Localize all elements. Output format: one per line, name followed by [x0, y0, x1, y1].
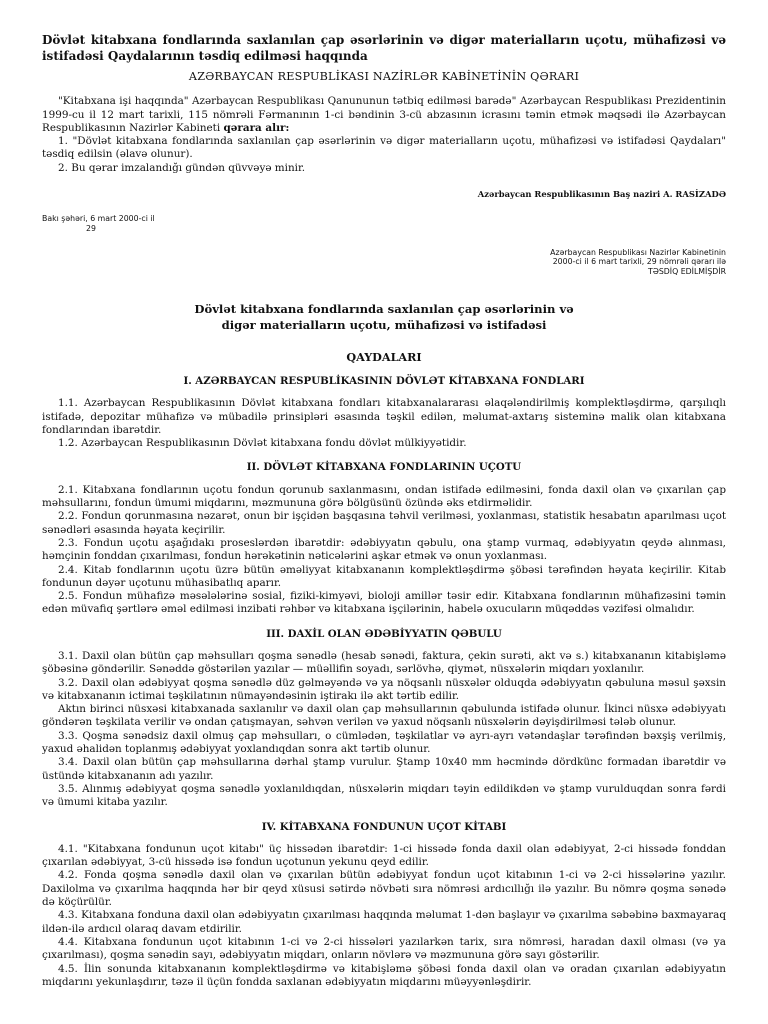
section-paragraph: Aktın birinci nüsxəsi kitabxanada saxlanılır və daxil olan çap məhsullarının qəbulunda istifadə olunur. İkinci nüsxə ədəbiyyatı göndərən təşkilata verilir və ondan çatışmayan, səhvən verilən və yaxud nöqsanlı nüsxələrin dəyişdirilməsi tələb olunur. — [42, 703, 726, 729]
approval-block — [42, 248, 726, 277]
section-paragraph: 3.3. Qoşma sənədsiz daxil olmuş çap məhsulları, o cümlədən, təşkilatlar və ayrı-ayrı vətəndaşlar tərəfindən bəxşiş verilmiş, yaxud əhalidən toplanmış ədəbiyyat yoxlandıqdan sonra akt tərtib olunur. — [42, 729, 726, 756]
approval-line: 2000-ci il 6 mart tarixli, 29 nömrəli qərarı ilə — [552, 257, 726, 267]
section-paragraph: 4.2. Fonda qoşma sənədlə daxil olan və çıxarılan bütün ədəbiyyat fondun uçot kitabının 1-ci və 2-ci hissələrinə yazılır. Daxilolma və çıxarılma haqqında hər bir qeyd xüsusi sətirdə növbəti sıra nömrəsi ardıcıllığı ilə yazılır. Bu nömrə qoşma sənədə də köçürülür. — [42, 869, 726, 909]
preamble-emphasis: qərara alır: — [223, 121, 290, 134]
document-title: Dövlət kitabxana fondlarında saxlanılan çap əsərlərinin və digər materialların uçotu, mühafizəsi və istifadəsi Qaydalarının təsdiq edilməsi haqqında — [42, 33, 726, 63]
section-paragraph: 4.4. Kitabxana fondunun uçot kitabının 1-ci və 2-ci hissələri yazılarkən tarix, sıra nömrəsi, haradan daxil olması (və ya çıxarılması), qoşma sənədin sayı, ədəbiyyatın miqdarı, onların növlərə və məzmununa görə sayı göstərilir. — [42, 935, 726, 962]
section-heading: IV. KİTABXANA FONDUNUN UÇOT KİTABI — [261, 820, 507, 833]
section-paragraph: 4.3. Kitabxana fonduna daxil olan ədəbiyyatın çıxarılması haqqında məlumat 1-dən başlayır və çıxarılma səbəbinə baxmayaraq ildən-ilə ardıcıl olaraq davam etdirilir. — [42, 909, 726, 935]
preamble — [42, 95, 726, 135]
section-paragraph: 4.1. "Kitabxana fondunun uçot kitabı" üç hissədən ibarətdir: 1-ci hissədə fonda daxil olan ədəbiyyat, 2-ci hissədə fonddan çıxarılan ədəbiyyat, 3-cü hissədə isə fondun uçotunun yekunu qeyd edilir. — [42, 842, 726, 869]
section-paragraph: 2.4. Kitab fondlarının uçotu üzrə bütün əməliyyat kitabxananın komplektləşdirmə şöbəsi tərəfindən həyata keçirilir. Kitab fondunun dəyər uçotunu mühasibatlıq aparır. — [42, 563, 726, 589]
decision-item: 1. "Dövlət kitabxana fondlarında saxlanılan çap əsərlərinin və digər materialların uçotu, mühafizəsi və istifadəsi Qaydaları" təsdiq edilsin (əlavə olunur). — [42, 135, 726, 161]
rules-heading: QAYDALARI — [346, 349, 422, 364]
preamble-text: "Kitabxana işi haqqında" Azərbaycan Respublikası Qanununun tətbiq edilməsi barədə" Azərbaycan Respublikası Prezidentinin 1999-cu il 12 mart tarixli, 115 nömrəli Fərmanının 1-ci bəndinin 3-cü abzasının icrasını təmin etmək məqsədi ilə Azərbaycan Respublikasının Nazirlər Kabineti — [42, 95, 726, 134]
section-heading: III. DAXİL OLAN ƏDƏBİYYATIN QƏBULU — [266, 627, 502, 640]
section-paragraph: 1.1. Azərbaycan Respublikasının Dövlət kitabxana fondları kitabxanalararası əlaqələndirilmiş komplektləşdirmə, qarşılıqlı istifadə, depozitar mühafizə və mübadilə prinsipləri əsasında təşkil edilən, məlumat-axtarış sisteminə malik olan kitabxana fondlarından ibarətdir. — [42, 397, 726, 436]
signature: Azərbaycan Respublikasının Baş naziri A. RASİZADƏ — [477, 189, 726, 200]
section-paragraph: 1.2. Azərbaycan Respublikasının Dövlət kitabxana fondu dövlət mülkiyyətidir. — [58, 437, 467, 450]
section-paragraph: 3.1. Daxil olan bütün çap məhsulları qoşma sənədlə (hesab sənədi, faktura, çekin surəti, akt və s.) kitabxananın kitabişləmə şöbəsinə göndərilir. Sənəddə göstərilən yazılar — müəllifin soyadı, sərlövhə, qiymət, nüsxələrin miqdarı yoxlanılır. — [42, 650, 726, 676]
rules-title — [42, 302, 726, 334]
rules-title-line: digər materialların uçotu, mühafizəsi və istifadəsi — [221, 317, 547, 332]
section-paragraph: 3.4. Daxil olan bütün çap məhsullarına dərhal ştamp vurulur. Ştamp 10x40 mm həcmində dördkünc formadan ibarətdir və üstündə kitabxananın adı yazılır. — [42, 756, 726, 782]
section-paragraph: 2.2. Fondun qorunmasına nəzarət, onun bir işçidən başqasına təhvil verilməsi, yoxlanması, statistik hesabatın aparılması uçot sənədləri əsasında həyata keçirilir. — [42, 510, 726, 536]
approval-line: TƏSDİQ EDİLMİŞDİR — [647, 267, 726, 277]
section-heading: I. AZƏRBAYCAN RESPUBLİKASININ DÖVLƏT KİTABXANA FONDLARI — [183, 374, 585, 387]
section-paragraph: 3.2. Daxil olan ədəbiyyat qoşma sənədlə düz gəlməyəndə və ya nöqsanlı nüsxələr olduqda ədəbiyyatın qəbuluna məsul şəxsin və kitabxananın ictimai təşkilatının nümayəndəsinin iştirakı ilə akt tərtib edilir. — [42, 676, 726, 702]
section-paragraph: 2.1. Kitabxana fondlarının uçotu fondun qorunub saxlanmasını, ondan istifadə edilməsini, fonda daxil olan və çıxarılan çap məhsullarını, fondun ümumi miqdarını, məzmununa görə bölgüsünü özündə əks etdirməlidir. — [42, 483, 726, 510]
decision-item: 2. Bu qərar imzalandığı gündən qüvvəyə minir. — [58, 161, 306, 174]
place-date: Bakı şəhəri, 6 mart 2000-ci il — [42, 214, 155, 224]
rules-title-line: Dövlət kitabxana fondlarında saxlanılan çap əsərlərinin və — [194, 302, 574, 317]
section-heading: II. DÖVLƏT KİTABXANA FONDLARININ UÇOTU — [246, 461, 522, 474]
section-paragraph: 2.3. Fondun uçotu aşağıdakı proseslərdən ibarətdir: ədəbiyyatın qəbulu, ona ştamp vurmaq, ədəbiyyatın qeydə alınması, həmçinin fonddan çıxarılması, fondun hərəkətinin nəticələrini aşkar etmək və onun yoxlanması. — [42, 536, 726, 563]
section-paragraph: 3.5. Alınmış ədəbiyyat qoşma sənədlə yoxlanıldıqdan, nüsxələrin miqdarı təyin edildikdən və ştamp vurulduqdan sonra fərdi və ümumi kitaba yazılır. — [42, 782, 726, 809]
document-number: 29 — [86, 223, 96, 233]
section-paragraph: 4.5. İlin sonunda kitabxananın komplektləşdirmə və kitabişləmə şöbəsi fonda daxil olan və oradan çıxarılan ədəbiyyatın miqdarını yekunlaşdırır, təzə il üçün fondda saxlanan ədəbiyyatın miqdarını müəyyənləşdirir. — [42, 962, 726, 988]
decree-title: AZƏRBAYCAN RESPUBLİKASI NAZİRLƏR KABİNETİNİN QƏRARI — [188, 70, 580, 83]
approval-line: Azərbaycan Respublikası Nazirlər Kabinetinin — [550, 247, 726, 257]
section-paragraph: 2.5. Fondun mühafizə məsələlərinə sosial, fiziki-kimyəvi, bioloji amillər təsir edir. Kitabxana fondlarının mühafizəsini təmin edən müvafiq şərtlərə əməl edilməsi inzibati rəhbər və kitabxana işçilərinin, habelə oxucuların müqəddəs vəzifəsi olmalıdır. — [42, 590, 726, 616]
